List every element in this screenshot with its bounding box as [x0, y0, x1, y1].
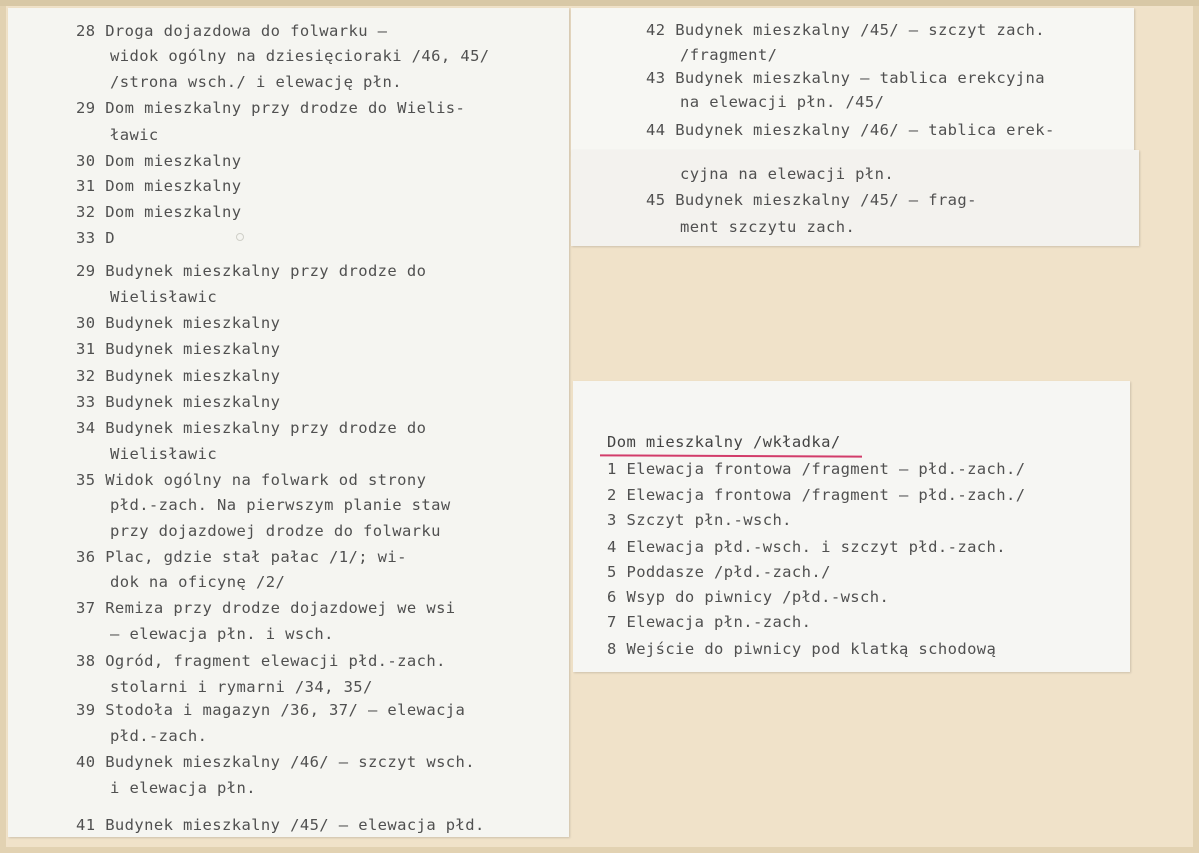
typed-line: 44 Budynek mieszkalny /46/ – tablica erek- — [646, 121, 1055, 139]
typed-line: 35 Widok ogólny na folwark od strony — [76, 471, 427, 489]
paper-mark — [236, 233, 244, 241]
typed-line: 43 Budynek mieszkalny – tablica erekcyjna — [646, 69, 1046, 87]
list-item: 1 Elewacja frontowa /fragment – płd.-zach./ — [607, 460, 1026, 478]
typed-line: 30 Dom mieszkalny — [76, 152, 242, 170]
typed-line: 37 Remiza przy drodze dojazdowej we wsi — [76, 599, 456, 617]
typed-line: widok ogólny na dziesięcioraki /46, 45/ — [110, 47, 490, 65]
typed-line: 30 Budynek mieszkalny — [76, 314, 281, 332]
typed-line: 41 Budynek mieszkalny /45/ – elewacja płd. — [76, 816, 485, 834]
typed-line: 34 Budynek mieszkalny przy drodze do — [76, 419, 427, 437]
typed-line: 28 Droga dojazdowa do folwarku – — [76, 22, 388, 40]
typed-line: 31 Dom mieszkalny — [76, 177, 242, 195]
typed-line: Wielisławic — [110, 445, 218, 463]
typed-line: – elewacja płn. i wsch. — [110, 625, 334, 643]
typed-line: /fragment/ — [680, 46, 778, 64]
list-item: 4 Elewacja płd.-wsch. i szczyt płd.-zach. — [607, 538, 1007, 556]
insert-title: Dom mieszkalny /wkładka/ — [607, 433, 841, 451]
typed-line: 32 Budynek mieszkalny — [76, 367, 281, 385]
typed-line: ławic — [110, 126, 159, 144]
typed-line: 45 Budynek mieszkalny /45/ – frag- — [646, 191, 977, 209]
typed-line: 39 Stodoła i magazyn /36, 37/ – elewacja — [76, 701, 466, 719]
typed-line: 33 D — [76, 229, 115, 247]
typed-line: dok na oficynę /2/ — [110, 573, 286, 591]
typed-line: płd.-zach. Na pierwszym planie staw — [110, 496, 451, 514]
typed-line: 33 Budynek mieszkalny — [76, 393, 281, 411]
typed-line: cyjna na elewacji płn. — [680, 165, 895, 183]
list-item: 6 Wsyp do piwnicy /płd.-wsch. — [607, 588, 890, 606]
board-top-edge — [0, 0, 1199, 6]
typed-line: 38 Ogród, fragment elewacji płd.-zach. — [76, 652, 446, 670]
typed-line: i elewacja płn. — [110, 779, 256, 797]
typed-line: Wielisławic — [110, 288, 218, 306]
typed-line: 29 Budynek mieszkalny przy drodze do — [76, 262, 427, 280]
list-item: 2 Elewacja frontowa /fragment – płd.-zach./ — [607, 486, 1026, 504]
typed-line: przy dojazdowej drodze do folwarku — [110, 522, 441, 540]
typed-line: 31 Budynek mieszkalny — [76, 340, 281, 358]
list-item: 3 Szczyt płn.-wsch. — [607, 511, 792, 529]
typed-line: płd.-zach. — [110, 727, 208, 745]
typed-line: 40 Budynek mieszkalny /46/ – szczyt wsch. — [76, 753, 476, 771]
typed-line: 29 Dom mieszkalny przy drodze do Wielis- — [76, 99, 466, 117]
typed-line: 36 Plac, gdzie stał pałac /1/; wi- — [76, 548, 407, 566]
typed-line: 32 Dom mieszkalny — [76, 203, 242, 221]
typed-line: na elewacji płn. /45/ — [680, 93, 885, 111]
typed-line: /strona wsch./ i elewację płn. — [110, 73, 402, 91]
list-item: 8 Wejście do piwnicy pod klatką schodową — [607, 640, 997, 658]
typed-line: 42 Budynek mieszkalny /45/ – szczyt zach. — [646, 21, 1046, 39]
list-item: 7 Elewacja płn.-zach. — [607, 613, 812, 631]
list-item: 5 Poddasze /płd.-zach./ — [607, 563, 831, 581]
typed-line: ment szczytu zach. — [680, 218, 856, 236]
typed-line: stolarni i rymarni /34, 35/ — [110, 678, 373, 696]
